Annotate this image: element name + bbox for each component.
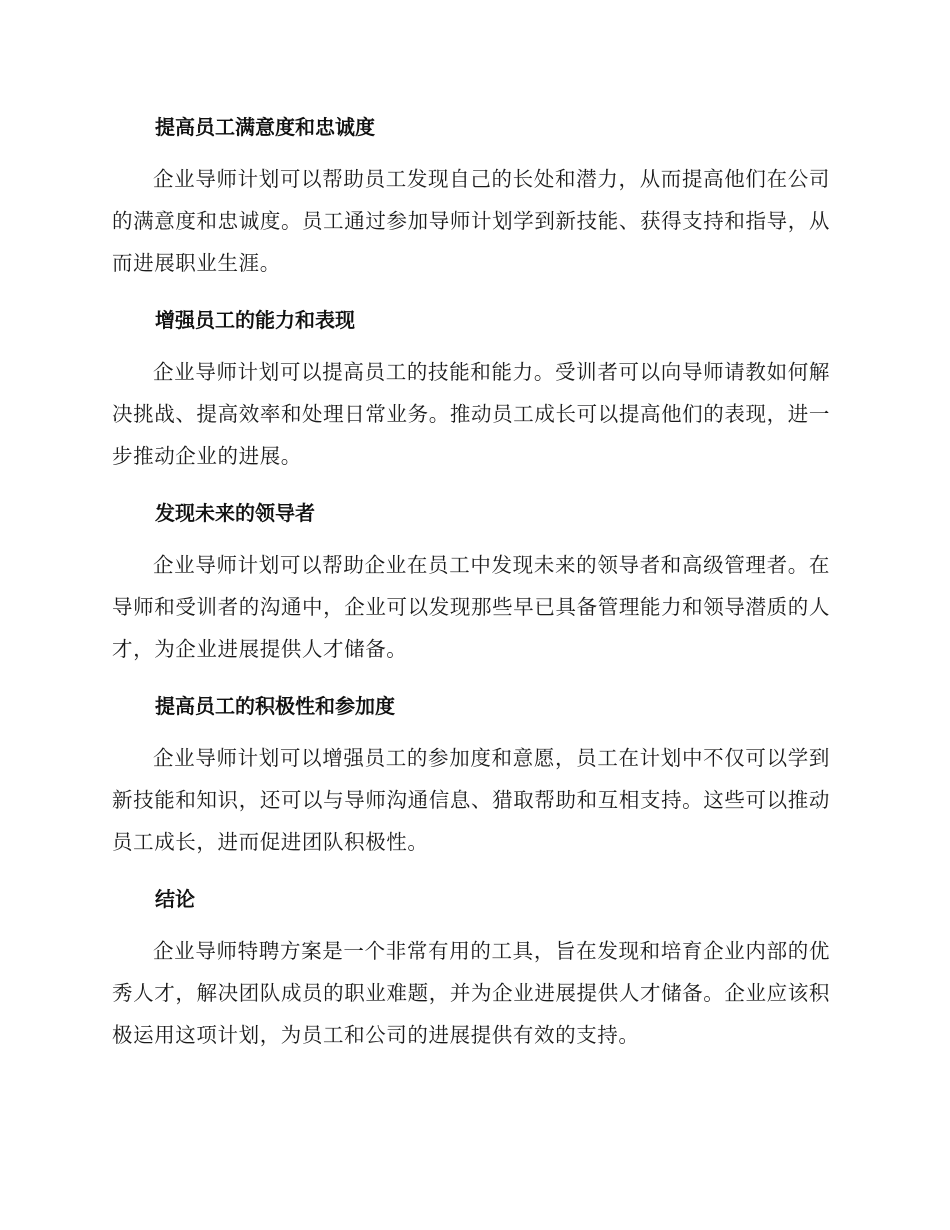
section-heading: 增强员工的能力和表现 — [155, 308, 355, 332]
section-paragraph: 企业导师计划可以提高员工的技能和能力。受训者可以向导师请教如何解决挑战、提高效率和处理日常业务。推动员工成长可以提高他们的表现，进一步推动企业的进展。 — [112, 360, 830, 468]
section-future-leaders — [112, 492, 830, 670]
section-conclusion — [112, 878, 830, 1056]
section-heading: 提高员工满意度和忠诚度 — [155, 115, 375, 139]
section-paragraph: 企业导师计划可以帮助员工发现自己的长处和潜力，从而提高他们在公司的满意度和忠诚度。员工通过参加导师计划学到新技能、获得支持和指导，从而进展职业生涯。 — [112, 167, 830, 275]
section-heading: 结论 — [155, 887, 195, 911]
document-body — [112, 106, 830, 1071]
section-paragraph: 企业导师特聘方案是一个非常有用的工具，旨在发现和培育企业内部的优秀人才，解决团队成员的职业难题，并为企业进展提供人才储备。企业应该积极运用这项计划，为员工和公司的进展提供有效的支持。 — [112, 939, 830, 1047]
section-heading: 提高员工的积极性和参加度 — [155, 694, 395, 718]
section-employee-engagement — [112, 685, 830, 863]
section-heading: 发现未来的领导者 — [155, 501, 315, 525]
section-paragraph: 企业导师计划可以帮助企业在员工中发现未来的领导者和高级管理者。在导师和受训者的沟通中，企业可以发现那些早已具备管理能力和领导潜质的人才，为企业进展提供人才储备。 — [112, 553, 830, 661]
section-employee-satisfaction — [112, 106, 830, 284]
section-paragraph: 企业导师计划可以增强员工的参加度和意愿，员工在计划中不仅可以学到新技能和知识，还可以与导师沟通信息、猎取帮助和互相支持。这些可以推动员工成长，进而促进团队积极性。 — [112, 746, 830, 854]
section-employee-capability — [112, 299, 830, 477]
